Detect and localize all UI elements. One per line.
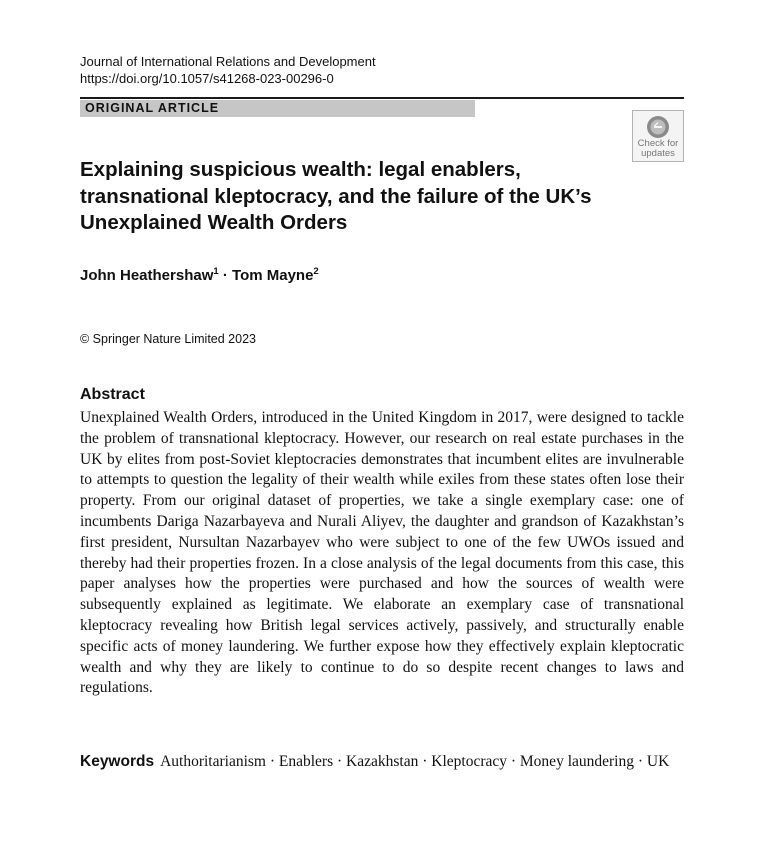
author-name[interactable]: John Heathershaw [80, 267, 214, 284]
badge-text [633, 139, 683, 159]
keywords [80, 751, 684, 772]
section-label: ORIGINAL ARTICLE [85, 101, 220, 115]
header-rule [80, 97, 684, 99]
keywords-text: Authoritarianism · Enablers · Kazakhstan · Kleptocracy · Money laundering · UK [160, 753, 670, 770]
badge-text-line2: updates [641, 148, 675, 159]
author-affiliation-marker: 2 [313, 266, 319, 277]
section-bar [80, 100, 475, 117]
journal-doi-link[interactable]: https://doi.org/10.1057/s41268-023-00296-0 [80, 71, 334, 86]
article-title: Explaining suspicious wealth: legal enablers, transnational kleptocracy, and the failure of the UK’s Unexplained Wealth Orders [80, 158, 592, 234]
badge-text-line1: Check for [637, 138, 679, 149]
keywords-label: Keywords [80, 753, 155, 770]
check-for-updates-icon [646, 115, 670, 139]
abstract-heading: Abstract [80, 386, 145, 403]
abstract-text: Unexplained Wealth Orders, introduced in the United Kingdom in 2017, were designed to tackle the problem of transnational kleptocracy. However, our research on real estate purchases in the UK by elites from post-Soviet kleptocracies demonstrates that incumbent elites are invulnerable to attempts to question the legality of their wealth while exiles from these states often lose their property. From our original dataset of properties, we take a single exemplary case: one of incumbents Dariga Nazarbayeva and Nurali Aliyev, the daughter and grandson of Kazakhstan’s first president, Nursultan Nazarbayev who were subject to one of the few UWOs issued and thereby had their properties frozen. In a close analysis of the legal documents from this case, this paper analyses how the properties were purchased and how the sources of wealth were subsequently explained as legitimate. We elaborate an exemplary case of transnational kleptocracy revealing how British legal services actively, passively, and structurally enable specific acts of money laundering. We further expose how they effectively explain kleptocratic wealth and why they are likely to continue to do so despite recent changes to laws and regulations. [80, 409, 684, 697]
author-name[interactable]: Tom Mayne [232, 267, 314, 284]
copyright-notice: © Springer Nature Limited 2023 [80, 332, 256, 346]
journal-name: Journal of International Relations and Development [80, 54, 376, 69]
author-list [80, 266, 319, 284]
author-affiliation-marker: 1 [213, 266, 219, 277]
check-for-updates-badge[interactable] [632, 110, 684, 162]
journal-header [80, 53, 376, 87]
author-separator: · [218, 267, 233, 284]
